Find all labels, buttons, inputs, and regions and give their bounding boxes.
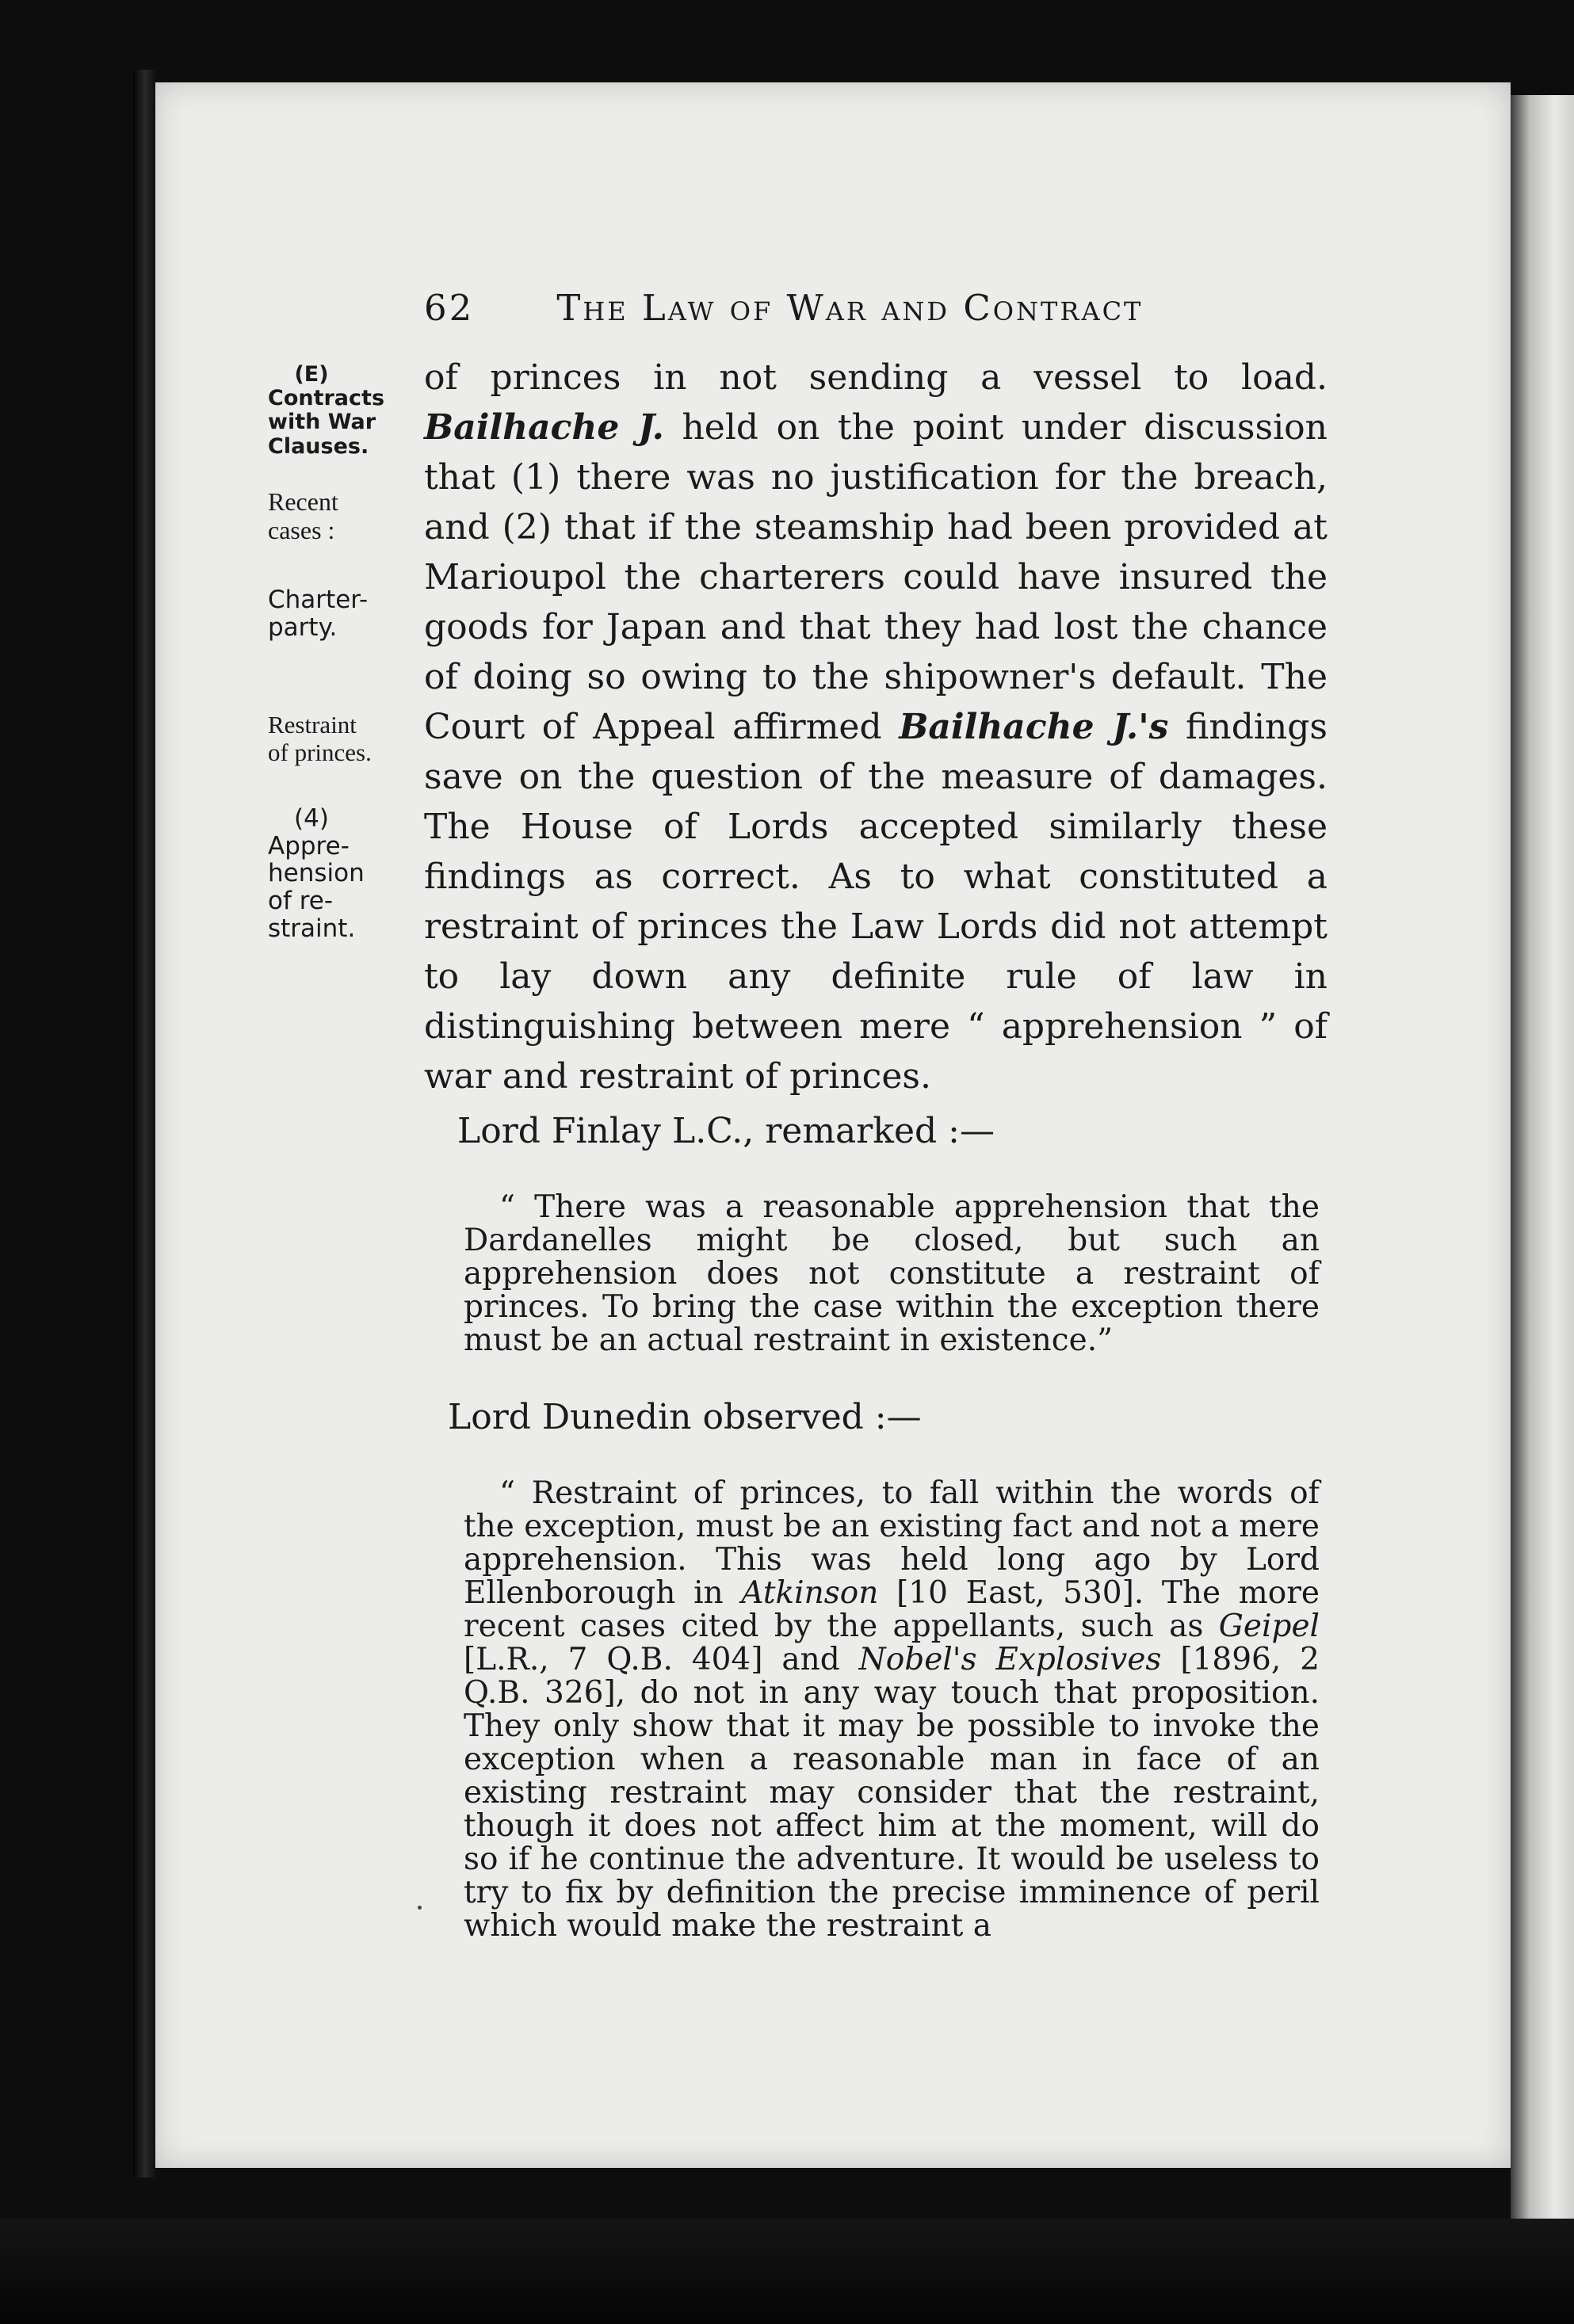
- running-header: [424, 287, 1335, 329]
- lead-dunedin: Lord Dunedin observed :—: [448, 1397, 922, 1437]
- lead-finlay: Lord Finlay L.C., remarked :—: [457, 1111, 995, 1151]
- book-spine-shadow: [133, 70, 157, 2177]
- running-title: The Law of War and Contract: [556, 287, 1144, 329]
- adjacent-page-edge: [1511, 95, 1574, 2234]
- sidenote-restraint-of-princes: Restraint of princes.: [268, 711, 372, 766]
- scan-bottom-shadow: [0, 2219, 1574, 2324]
- sidenote-section: (E) Contracts with War Clauses.: [268, 362, 385, 459]
- quote-finlay: “ There was a reasonable apprehension that the Dardanelles might be closed, but such an apprehension does not constitute a restraint of princes. To bring the case within the exception there must be an actual restraint in existence.”: [464, 1189, 1320, 1358]
- main-text: [424, 353, 1328, 1943]
- page-number: 62: [424, 287, 475, 329]
- sidenote-charter-party: Charter- party.: [268, 586, 369, 642]
- sidenote-recent-cases: Recent cases :: [268, 487, 338, 544]
- sidenote-apprehension: (4) Appre- hension of re- straint.: [268, 804, 365, 943]
- quote-dunedin: “ Restraint of princes, to fall within the words of the exception, must be an existing fact and not a mere apprehension. This was held long ago by Lord Ellenborough in Atkinson [10 East, 530]. The more recent cases cited by the appellants, such as Geipel [L.R., 7 Q.B. 404] and Nobel's Explosives [1896, 2 Q.B. 326], do not in any way touch that proposition. They only show that it may be possible to invoke the exception when a reasonable man in face of an existing restraint may consider that the restraint, though it does not affect him at the moment, will do so if he continue the adventure. It would be useless to try to fix by definition the precise imminence of peril which would make the restraint a: [464, 1475, 1320, 1944]
- ink-speck: [418, 1906, 422, 1910]
- paragraph-bailhache: of princes in not sending a vessel to load. Bailhache J. held on the point under discussion that (1) there was no justification for the breach, and (2) that if the steamship had been provided at Marioupol the charterers could have insured the goods for Japan and that they had lost the chance of doing so owing to the shipowner's default. The Court of Appeal affirmed Bailhache J.'s findings save on the question of the measure of damages. The House of Lords accepted similarly these findings as correct. As to what constituted a restraint of princes the Law Lords did not attempt to lay down any definite rule of law in distinguishing between mere “ apprehension ” of war and restraint of princes.: [424, 357, 1328, 1097]
